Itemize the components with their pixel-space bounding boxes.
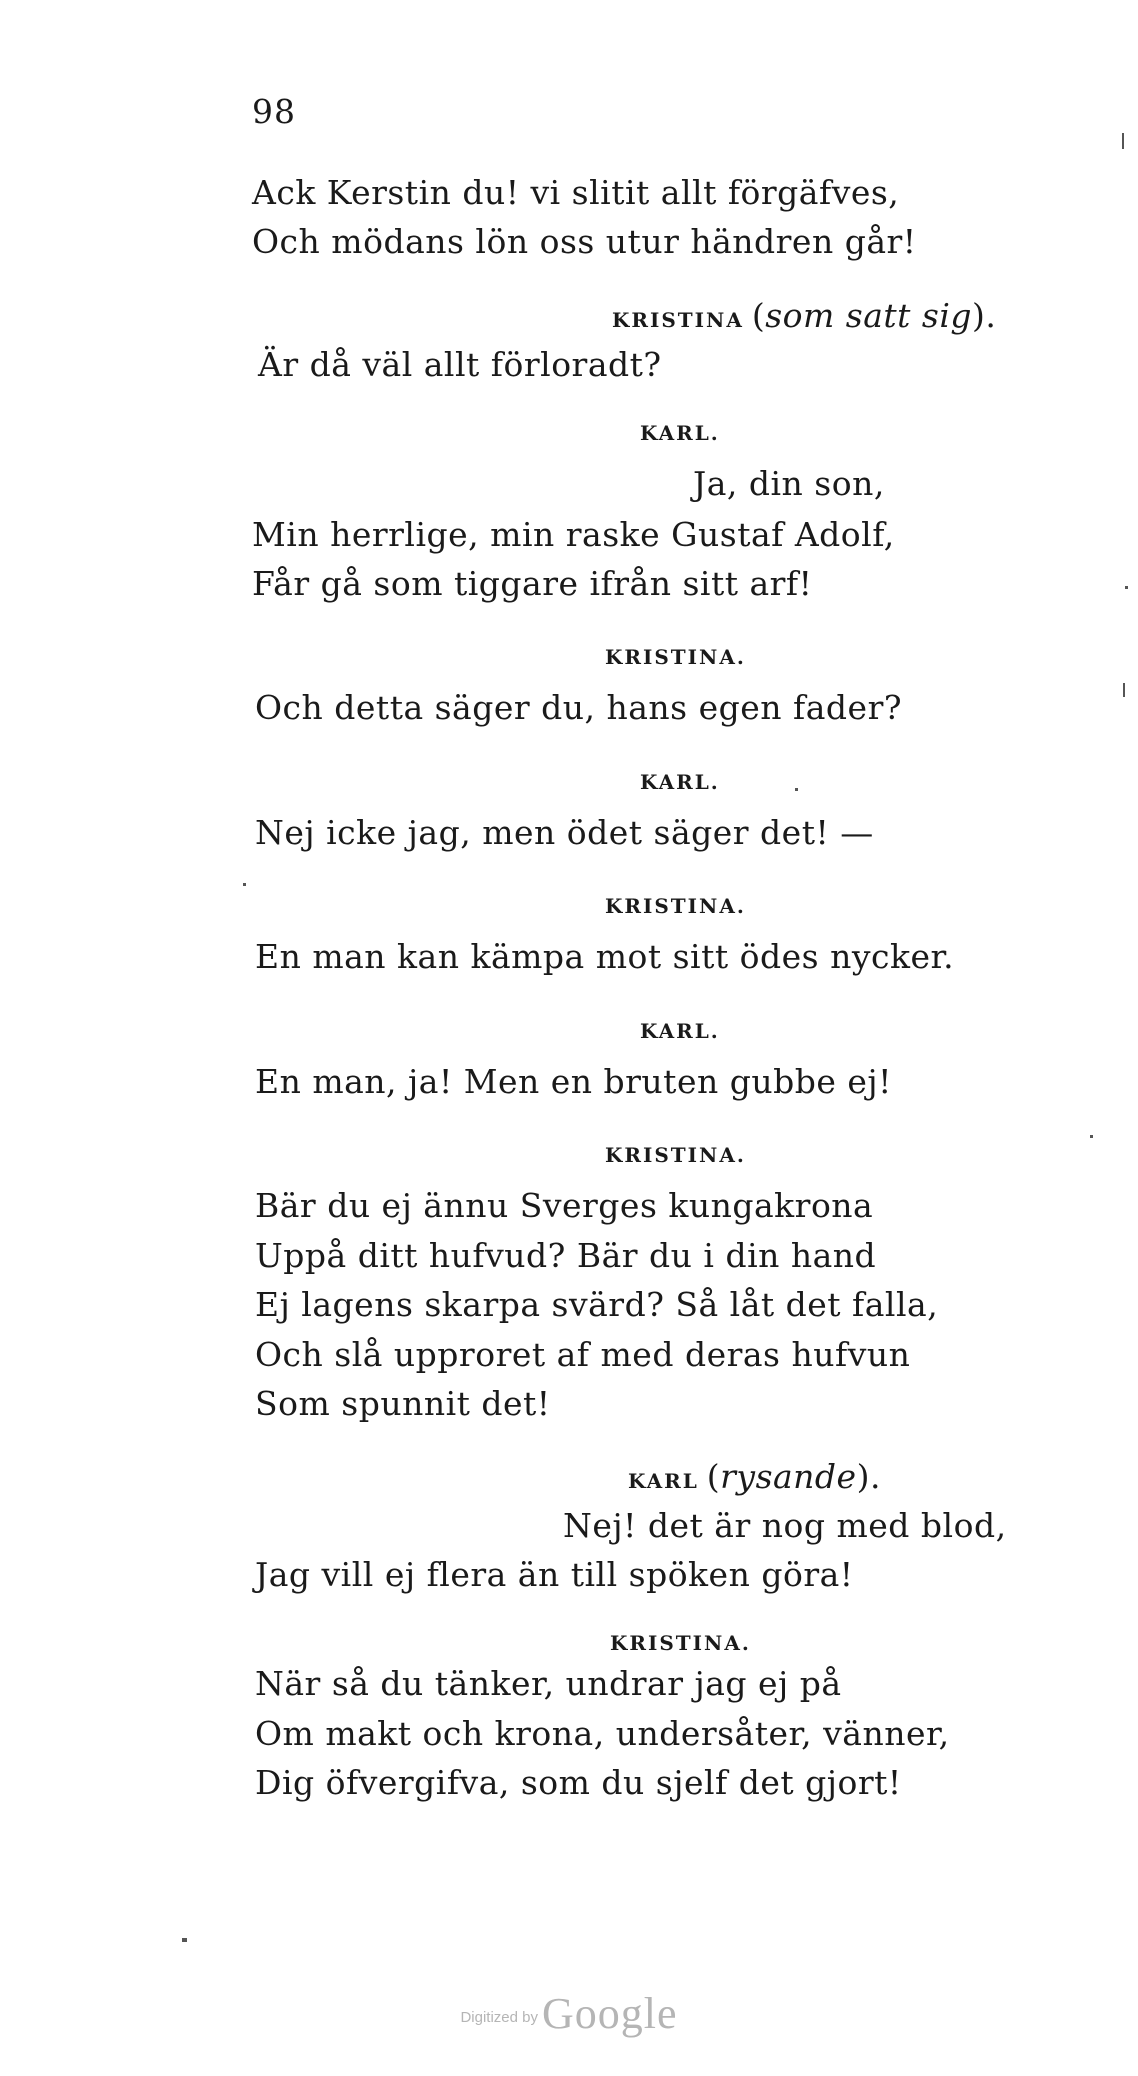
verse-line: Uppå ditt hufvud? Bär du i din hand — [255, 1236, 877, 1275]
verse-line: Och detta säger du, hans egen fader? — [255, 688, 903, 727]
page-number: 98 — [252, 92, 296, 131]
verse-line: Ej lagens skarpa svärd? Så låt det falla, — [255, 1285, 939, 1324]
speaker-name: KRISTINA — [612, 308, 744, 332]
speaker-heading: KRISTINA. — [605, 1143, 746, 1167]
scan-speck — [1125, 586, 1128, 589]
verse-line: Dig öfvergifva, som du sjelf det gjort! — [255, 1763, 902, 1802]
speaker-heading: KARL. — [640, 1019, 720, 1043]
verse-line: Jag vill ej flera än till spöken göra! — [255, 1555, 854, 1594]
stage-direction: (rysande). — [706, 1457, 881, 1496]
speaker-heading — [612, 296, 996, 335]
verse-line: Bär du ej ännu Sverges kungakrona — [255, 1186, 874, 1225]
verse-line: När så du tänker, undrar jag ej på — [255, 1664, 842, 1703]
scan-speck — [243, 883, 246, 886]
verse-line: Och mödans lön oss utur händren går! — [252, 222, 917, 261]
digitized-by-google-watermark — [0, 1988, 1138, 2039]
verse-line: Som spunnit det! — [255, 1384, 551, 1423]
speaker-heading: KRISTINA. — [605, 894, 746, 918]
speaker-heading: KARL. — [640, 770, 720, 794]
digitized-by-label: Digitized by — [460, 2009, 538, 2026]
verse-line: Min herrlige, min raske Gustaf Adolf, — [252, 515, 895, 554]
verse-line: Ja, din son, — [693, 464, 885, 503]
verse-line: Nej icke jag, men ödet säger det! — — [255, 813, 874, 852]
verse-line: Nej! det är nog med blod, — [563, 1506, 1007, 1545]
speaker-heading: KARL. — [640, 421, 720, 445]
stage-direction: (som satt sig). — [751, 296, 997, 335]
speaker-heading: KRISTINA. — [605, 645, 746, 669]
google-logo: Google — [542, 1989, 678, 2038]
speaker-heading — [628, 1457, 881, 1496]
scan-speck — [1090, 1135, 1093, 1138]
scan-speck — [1123, 683, 1125, 697]
verse-line: Om makt och krona, undersåter, vänner, — [255, 1714, 950, 1753]
scan-speck — [182, 1938, 187, 1942]
scan-speck — [795, 788, 798, 791]
speaker-heading: KRISTINA. — [610, 1631, 751, 1655]
verse-line: Får gå som tiggare ifrån sitt arf! — [252, 564, 813, 603]
verse-line: En man kan kämpa mot sitt ödes nycker. — [255, 937, 955, 976]
scan-speck — [1122, 133, 1124, 149]
verse-line: Ack Kerstin du! vi slitit allt förgäfves, — [252, 173, 900, 212]
verse-line: Och slå upproret af med deras hufvun — [255, 1335, 911, 1374]
verse-line: En man, ja! Men en bruten gubbe ej! — [255, 1062, 892, 1101]
verse-line: Är då väl allt förloradt? — [258, 345, 662, 384]
speaker-name: KARL — [628, 1469, 699, 1493]
